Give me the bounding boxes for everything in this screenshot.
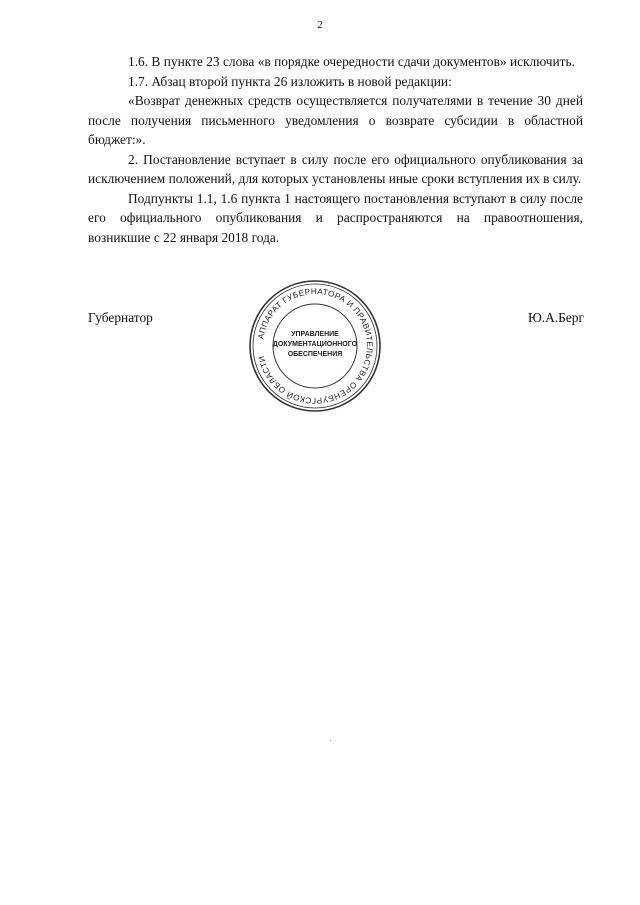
stamp-center-line: УПРАВЛЕНИЕ: [291, 331, 339, 338]
paragraph-2: 2. Постановление вступает в силу после его официального опубликования за исключением положений, для которых установлены иные сроки вступления их в силу.: [88, 151, 583, 186]
paragraph-1-7: 1.7. Абзац второй пункта 26 изложить в новой редакции:: [128, 73, 452, 89]
document-body: [88, 52, 583, 247]
page-number: 2: [317, 19, 323, 31]
stamp-center-line: ОБЕСПЕЧЕНИЯ: [287, 351, 343, 358]
stamp-seal: [247, 278, 383, 414]
stamp-ring-text: АППАРАТ ГУБЕРНАТОРА И ПРАВИТЕЛЬСТВА ОРЕНБУРГСКОЙ ОБЛАСТИ: [256, 286, 375, 406]
paragraph-quote: «Возврат денежных средств осуществляется получателями в течение 30 дней после получения письменного уведомления о возврате субсидии в областной бюджет:».: [88, 93, 583, 147]
official-stamp: [247, 278, 383, 414]
stamp-center-line: ДОКУМЕНТАЦИОННОГО: [272, 341, 358, 348]
paragraph-1-6: 1.6. В пункте 23 слова «в порядке очередности сдачи документов» исключить.: [128, 54, 575, 69]
scan-speck: [330, 740, 331, 741]
paragraph-subitems: Подпункты 1.1, 1.6 пункта 1 настоящего постановления вступают в силу после его официального опубликования и распространяются на правоотношения, возникшие с 22 января 2018 года.: [88, 190, 583, 245]
signatory-name: Ю.А.Берг: [528, 310, 584, 325]
signatory-position: Губернатор: [88, 310, 153, 325]
